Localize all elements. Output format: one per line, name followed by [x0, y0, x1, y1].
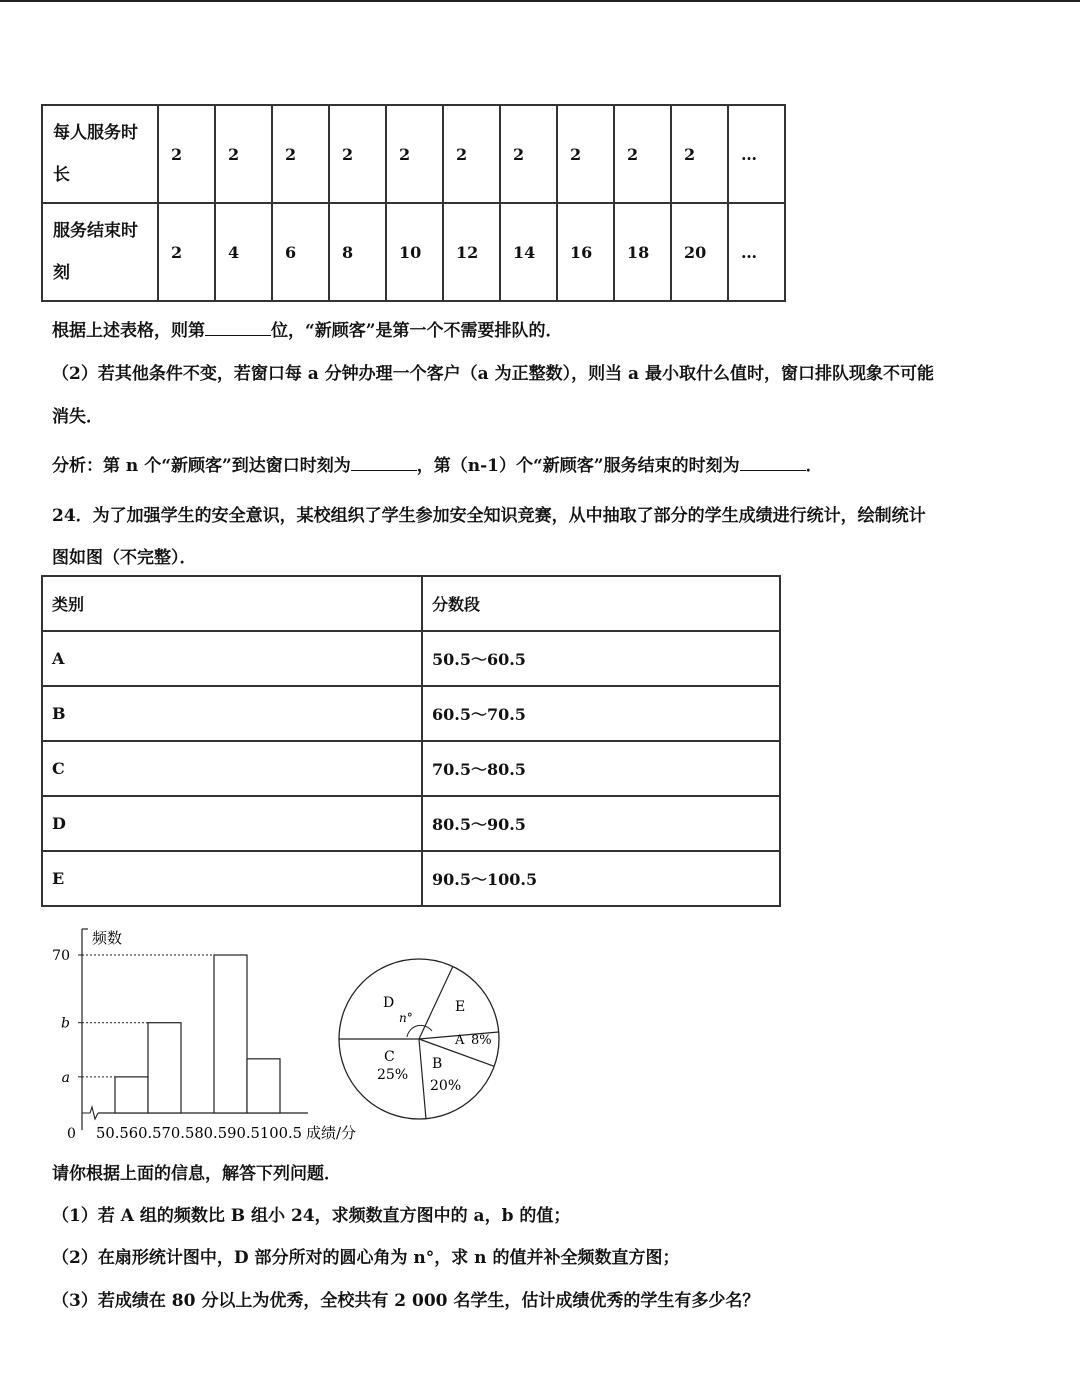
- pie-label-a: A: [455, 1033, 465, 1048]
- table-cell: …: [728, 105, 785, 203]
- pie-separator: [419, 1039, 426, 1119]
- table-cell: 16: [557, 203, 614, 301]
- category-cell: E: [42, 851, 422, 906]
- table-cell: 2: [329, 105, 386, 203]
- table-cell: 2: [614, 105, 671, 203]
- range-cell: 90.5～100.5: [422, 851, 780, 906]
- answer-blank: [740, 453, 806, 471]
- table-row: [42, 741, 780, 796]
- table-cell: 2: [671, 105, 728, 203]
- y-tick-label: a: [61, 1069, 70, 1086]
- table-cell: 2: [158, 203, 215, 301]
- pie-label-c-pct: 25%: [377, 1067, 409, 1083]
- question-line-3: 消失．: [52, 407, 103, 427]
- q24-line-1: 24．为了加强学生的安全意识，某校组织了学生参加安全知识竞赛，从中抽取了部分的学生成绩进行统计，绘制统计: [52, 506, 926, 526]
- pie-label-e: E: [455, 999, 466, 1015]
- pie-label-b: B: [432, 1056, 443, 1072]
- header-score-range: 分数段: [422, 576, 780, 631]
- table-cell: 20: [671, 203, 728, 301]
- axis-break-mark: [82, 1107, 98, 1119]
- table-cell: 2: [158, 105, 215, 203]
- range-cell: 60.5～70.5: [422, 686, 780, 741]
- histogram-bar: [247, 1059, 280, 1113]
- y-tick-label: b: [61, 1015, 70, 1032]
- table-cell: 18: [614, 203, 671, 301]
- service-time-table: [41, 104, 786, 302]
- category-cell: C: [42, 741, 422, 796]
- subquestion-1: （1）若 A 组的频数比 B 组小 24，求频数直方图中的 a，b 的值；: [52, 1206, 571, 1226]
- category-cell: B: [42, 686, 422, 741]
- table-header-row: [42, 576, 780, 631]
- range-cell: 50.5～60.5: [422, 631, 780, 686]
- x-axis-label: 成绩/分: [306, 1124, 357, 1142]
- row-header-duration: 每人服务时 长: [42, 105, 158, 203]
- y-tick-label: 70: [52, 948, 70, 964]
- pie-label-b-pct: 20%: [430, 1078, 462, 1094]
- table-cell: 2: [215, 105, 272, 203]
- table-row: [42, 851, 780, 906]
- origin-label: 0: [67, 1126, 76, 1142]
- subquestion-3: （3）若成绩在 80 分以上为优秀，全校共有 2 000 名学生，估计成绩优秀的学生有多少名？: [52, 1291, 760, 1311]
- table-cell: 2: [500, 105, 557, 203]
- table-cell: 2: [443, 105, 500, 203]
- frequency-histogram: [40, 925, 380, 1150]
- pie-chart: [335, 955, 505, 1125]
- table-cell: 2: [386, 105, 443, 203]
- histogram-bar: [214, 955, 247, 1113]
- table-cell: …: [728, 203, 785, 301]
- histogram-bar: [148, 1023, 181, 1113]
- table-cell: 4: [215, 203, 272, 301]
- header-category: 类别: [42, 576, 422, 631]
- range-cell: 80.5～90.5: [422, 796, 780, 851]
- answer-blank: [351, 453, 417, 471]
- top-border-line: [0, 0, 1080, 2]
- pie-label-c: C: [384, 1049, 395, 1065]
- histogram-bar: [115, 1077, 148, 1113]
- service-duration-row: [42, 105, 785, 203]
- pie-label-a-pct: 8%: [471, 1033, 492, 1048]
- pie-separator: [419, 966, 453, 1039]
- table-row: [42, 796, 780, 851]
- table-cell: 6: [272, 203, 329, 301]
- answer-blank: [205, 318, 271, 336]
- table-cell: 12: [443, 203, 500, 301]
- category-cell: D: [42, 796, 422, 851]
- table-cell: 8: [329, 203, 386, 301]
- y-axis-label: 频数: [92, 929, 123, 947]
- question-line-2: （2）若其他条件不变，若窗口每 a 分钟办理一个客户（a 为正整数），则当 a 最小取什么值时，窗口排队现象不可能: [52, 364, 934, 384]
- table-cell: 2: [557, 105, 614, 203]
- table-row: [42, 686, 780, 741]
- analysis-line: 分析：第 n 个“新顾客”到达窗口时刻为 ，第（n-1）个“新顾客”服务结束的时刻为 ．: [52, 451, 823, 476]
- angle-arc: [407, 1025, 432, 1037]
- x-tick-labels: 50.560.570.580.590.5100.5: [96, 1124, 302, 1142]
- subquestion-2: （2）在扇形统计图中，D 部分所对的圆心角为 n°，求 n 的值并补全频数直方图；: [52, 1248, 680, 1268]
- range-cell: 70.5～80.5: [422, 741, 780, 796]
- category-table: [41, 575, 781, 907]
- row-header-end-time: 服务结束时 刻: [42, 203, 158, 301]
- instruction-line: 请你根据上面的信息，解答下列问题．: [52, 1164, 341, 1184]
- table-cell: 14: [500, 203, 557, 301]
- table-cell: 2: [272, 105, 329, 203]
- pie-label-d: D: [383, 995, 395, 1011]
- category-cell: A: [42, 631, 422, 686]
- service-end-row: [42, 203, 785, 301]
- q24-line-2: 图如图（不完整）．: [52, 548, 197, 568]
- table-row: [42, 631, 780, 686]
- table-cell: 10: [386, 203, 443, 301]
- pie-label-d-angle: n°: [399, 1011, 413, 1025]
- question-line-1: 根据上述表格，则第 位，“新顾客”是第一个不需要排队的．: [52, 316, 563, 341]
